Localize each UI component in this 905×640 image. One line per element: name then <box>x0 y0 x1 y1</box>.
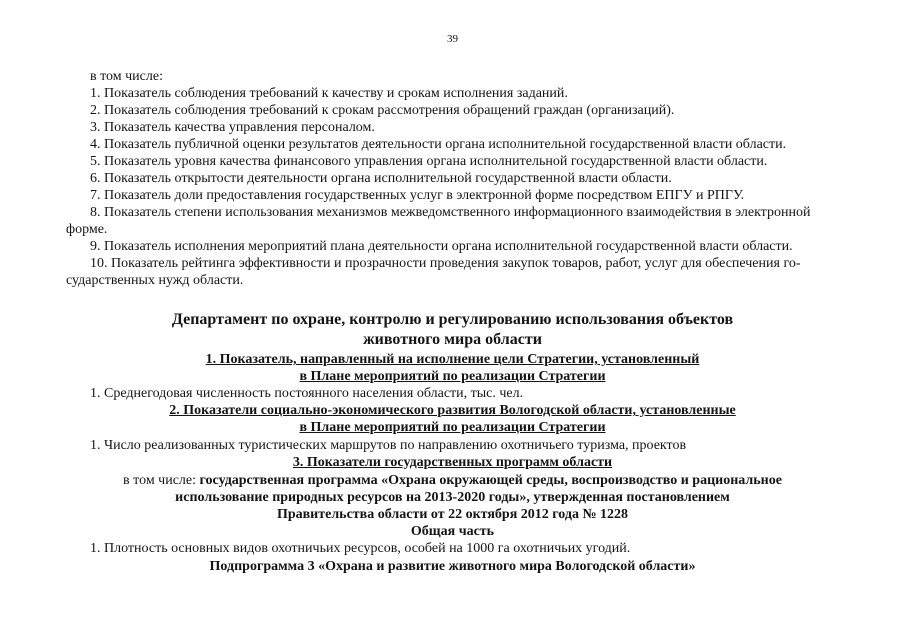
general-part-heading: Общая часть <box>410 524 495 539</box>
indicator-item: 8. Показатель степени использования механизмов межведомственного информационного взаимодействия в электронной <box>90 205 811 220</box>
indicator-item: 2. Показатель соблюдения требований к срокам рассмотрения обращений граждан (организаций). <box>90 103 675 118</box>
subprogram-heading: Подпрограмма 3 «Охрана и развитие животного мира Вологодской области» <box>209 559 696 574</box>
department-title: Департамент по охране, контролю и регулированию использования объектов <box>171 311 734 328</box>
indicator-item: 10. Показатель рейтинга эффективности и прозрачности проведения закупок товаров, работ, услуг для обеспечения го- <box>90 256 801 271</box>
page-number: 39 <box>447 33 458 45</box>
indicator-item: 1. Показатель соблюдения требований к качеству и срокам исполнения заданий. <box>90 86 568 101</box>
indicator-item: 5. Показатель уровня качества финансового управления органа исполнительной государственной власти области. <box>90 154 768 169</box>
indicator-item: 9. Показатель исполнения мероприятий плана деятельности органа исполнительной государственной власти области. <box>90 239 793 254</box>
program-title: Правительства области от 22 октября 2012 года № 1228 <box>276 507 629 522</box>
program-title: использование природных ресурсов на 2013-2020 годы», утвержденная постановлением <box>175 490 730 505</box>
indicator-item: 6. Показатель открытости деятельности органа исполнительной государственной власти области. <box>90 171 672 186</box>
intro-text: в том числе: <box>90 69 163 84</box>
section-item: 1. Среднегодовая численность постоянного населения области, тыс. чел. <box>90 386 524 401</box>
program-title: государственная программа «Охрана окружающей среды, воспроизводство и рациональное <box>199 473 782 488</box>
indicator-item: 3. Показатель качества управления персоналом. <box>90 120 375 135</box>
indicator-item-continuation: форме. <box>66 222 108 237</box>
section-item: 1. Плотность основных видов охотничьих ресурсов, особей на 1000 га охотничьих угодий. <box>90 541 631 556</box>
program-prefix: в том числе: <box>123 473 200 488</box>
section-heading: 3. Показатели государственных программ области <box>292 455 613 470</box>
section-heading: в Плане мероприятий по реализации Стратегии <box>299 420 606 435</box>
section-item: 1. Число реализованных туристических маршрутов по направлению охотничьего туризма, проектов <box>90 438 687 453</box>
department-title: животного мира области <box>363 331 542 348</box>
indicator-item: 7. Показатель доли предоставления государственных услуг в электронной форме посредством ЕПГУ и РПГУ. <box>90 188 745 203</box>
section-heading: 2. Показатели социально-экономического развития Вологодской области, установленные <box>169 403 736 418</box>
indicator-item-continuation: сударственных нужд области. <box>66 273 244 288</box>
section-heading: в Плане мероприятий по реализации Стратегии <box>299 369 606 384</box>
section-heading: 1. Показатель, направленный на исполнение цели Стратегии, установленный <box>205 352 700 367</box>
program-line <box>0 472 905 489</box>
indicator-item: 4. Показатель публичной оценки результатов деятельности органа исполнительной государственной власти области. <box>90 137 787 152</box>
